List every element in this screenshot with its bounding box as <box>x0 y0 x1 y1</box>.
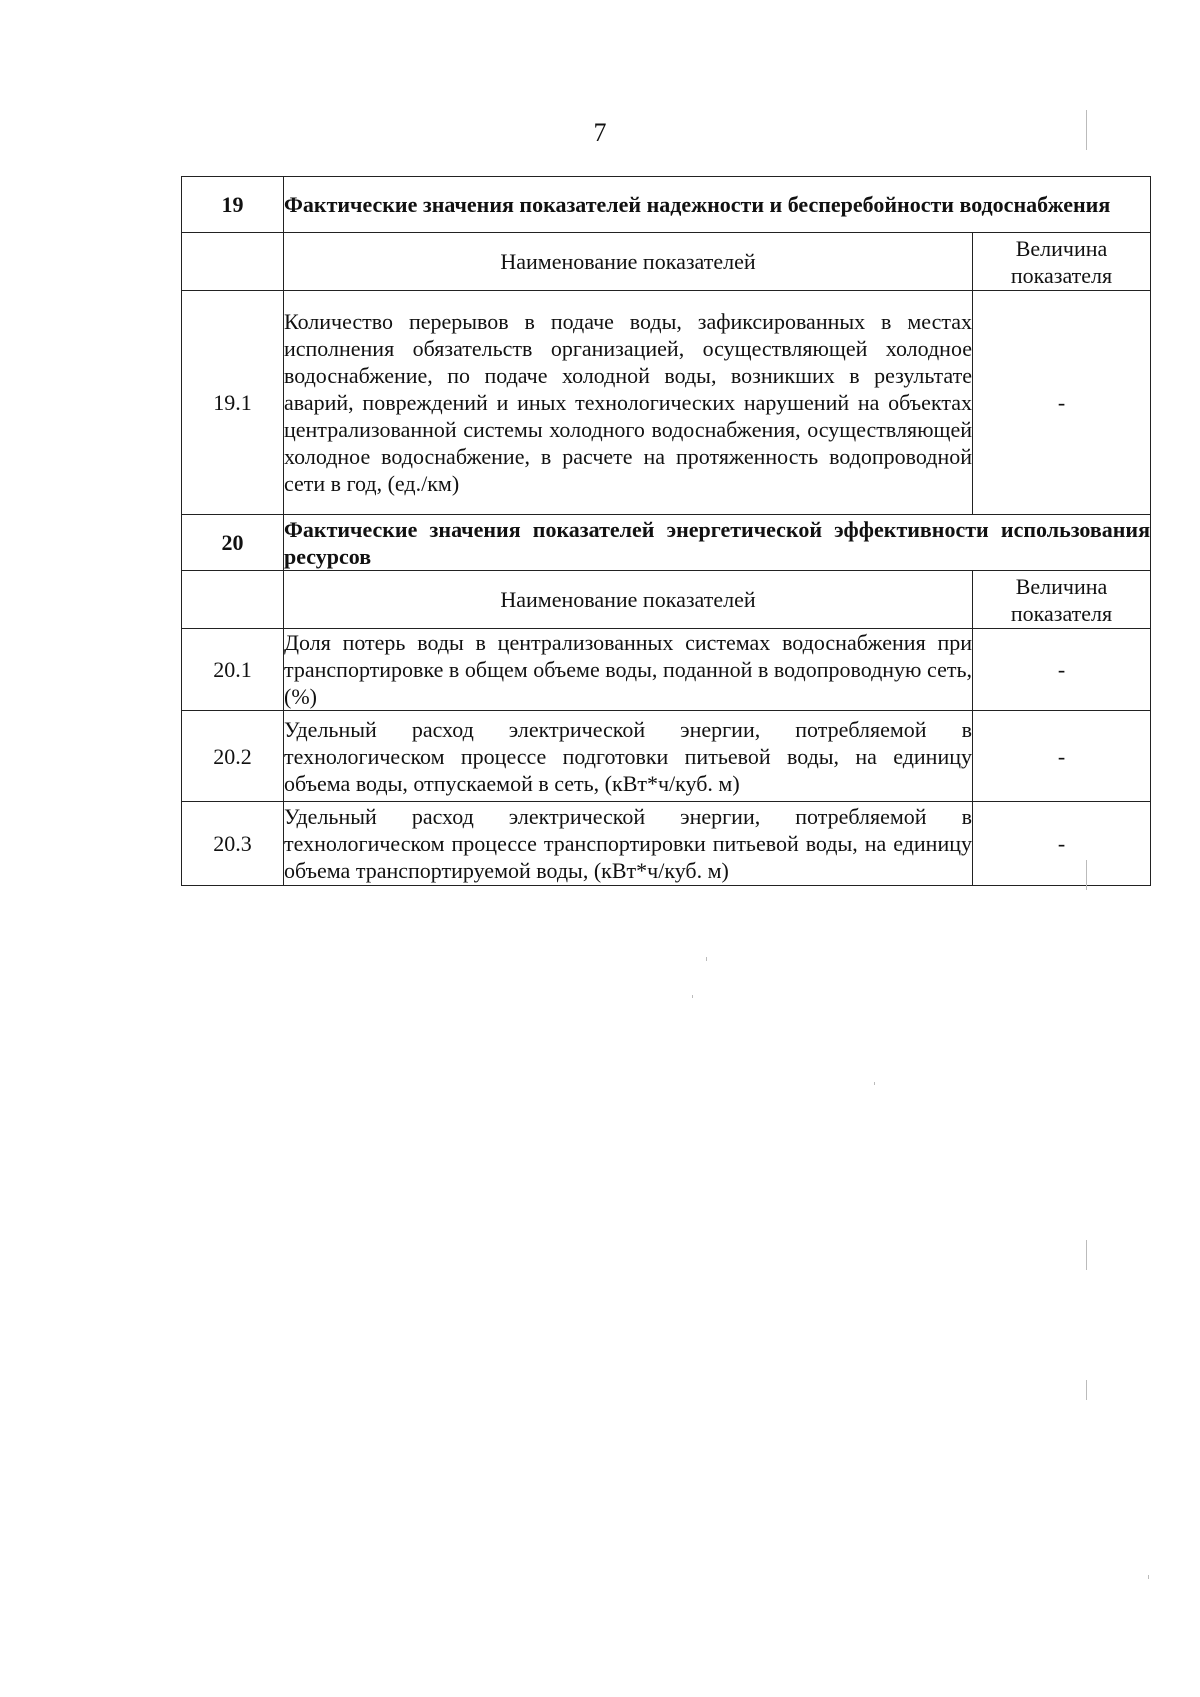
indicators-table <box>181 176 1151 886</box>
row-number: 20.2 <box>182 711 284 802</box>
page-number: 7 <box>593 118 607 147</box>
section-title-row <box>182 515 1151 571</box>
column-header-row <box>182 233 1151 291</box>
scan-speck <box>1086 1240 1087 1270</box>
column-header-row <box>182 571 1151 629</box>
row-number: 19.1 <box>182 291 284 515</box>
header-value: Величина показателя <box>973 233 1151 291</box>
row-description: Удельный расход электрической энергии, потребляемой в технологическом процессе транспортировки питьевой воды, на единицу объема транспортируемой воды, (кВт*ч/куб. м) <box>284 802 973 886</box>
row-value: - <box>973 629 1151 711</box>
section-number: 20 <box>182 515 284 571</box>
row-description: Удельный расход электрической энергии, потребляемой в технологическом процессе подготовки питьевой воды, на единицу объема воды, отпускаемой в сеть, (кВт*ч/куб. м) <box>284 711 973 802</box>
scan-speck <box>1086 860 1087 890</box>
row-number: 20.1 <box>182 629 284 711</box>
scan-speck <box>706 957 707 961</box>
row-value: - <box>973 802 1151 886</box>
table-row <box>182 711 1151 802</box>
section-number: 19 <box>182 177 284 233</box>
scan-speck <box>692 995 693 998</box>
table-row <box>182 629 1151 711</box>
scan-speck <box>874 1082 875 1085</box>
header-value: Величина показателя <box>973 571 1151 629</box>
section-title: Фактические значения показателей надежности и бесперебойности водоснабжения <box>284 177 1151 233</box>
scan-speck <box>1086 110 1087 150</box>
section-title-row <box>182 177 1151 233</box>
row-description: Доля потерь воды в централизованных системах водоснабжения при транспортировке в общем объеме воды, поданной в водопроводную сеть, (%) <box>284 630 972 709</box>
table-row <box>182 802 1151 886</box>
scan-speck <box>1148 1575 1149 1579</box>
row-number: 20.3 <box>182 802 284 886</box>
header-name: Наименование показателей <box>284 571 973 629</box>
row-value: - <box>973 711 1151 802</box>
row-value: - <box>973 291 1151 515</box>
header-empty-cell <box>182 571 284 629</box>
table-row <box>182 291 1151 515</box>
scan-speck <box>1086 1380 1087 1400</box>
header-empty-cell <box>182 233 284 291</box>
row-description: Количество перерывов в подаче воды, зафиксированных в местах исполнения обязательств организацией, осуществляющей холодное водоснабжение, по подаче холодной воды, возникших в результате аварий, повреждений и иных технологических нарушений на объектах централизованной системы холодного водоснабжения, осуществляющей холодное водоснабжение, в расчете на протяженность водопроводной сети в год, (ед./км) <box>284 291 973 515</box>
header-name: Наименование показателей <box>284 233 973 291</box>
section-title: Фактические значения показателей энергетической эффективности использования ресурсов <box>284 516 1151 569</box>
